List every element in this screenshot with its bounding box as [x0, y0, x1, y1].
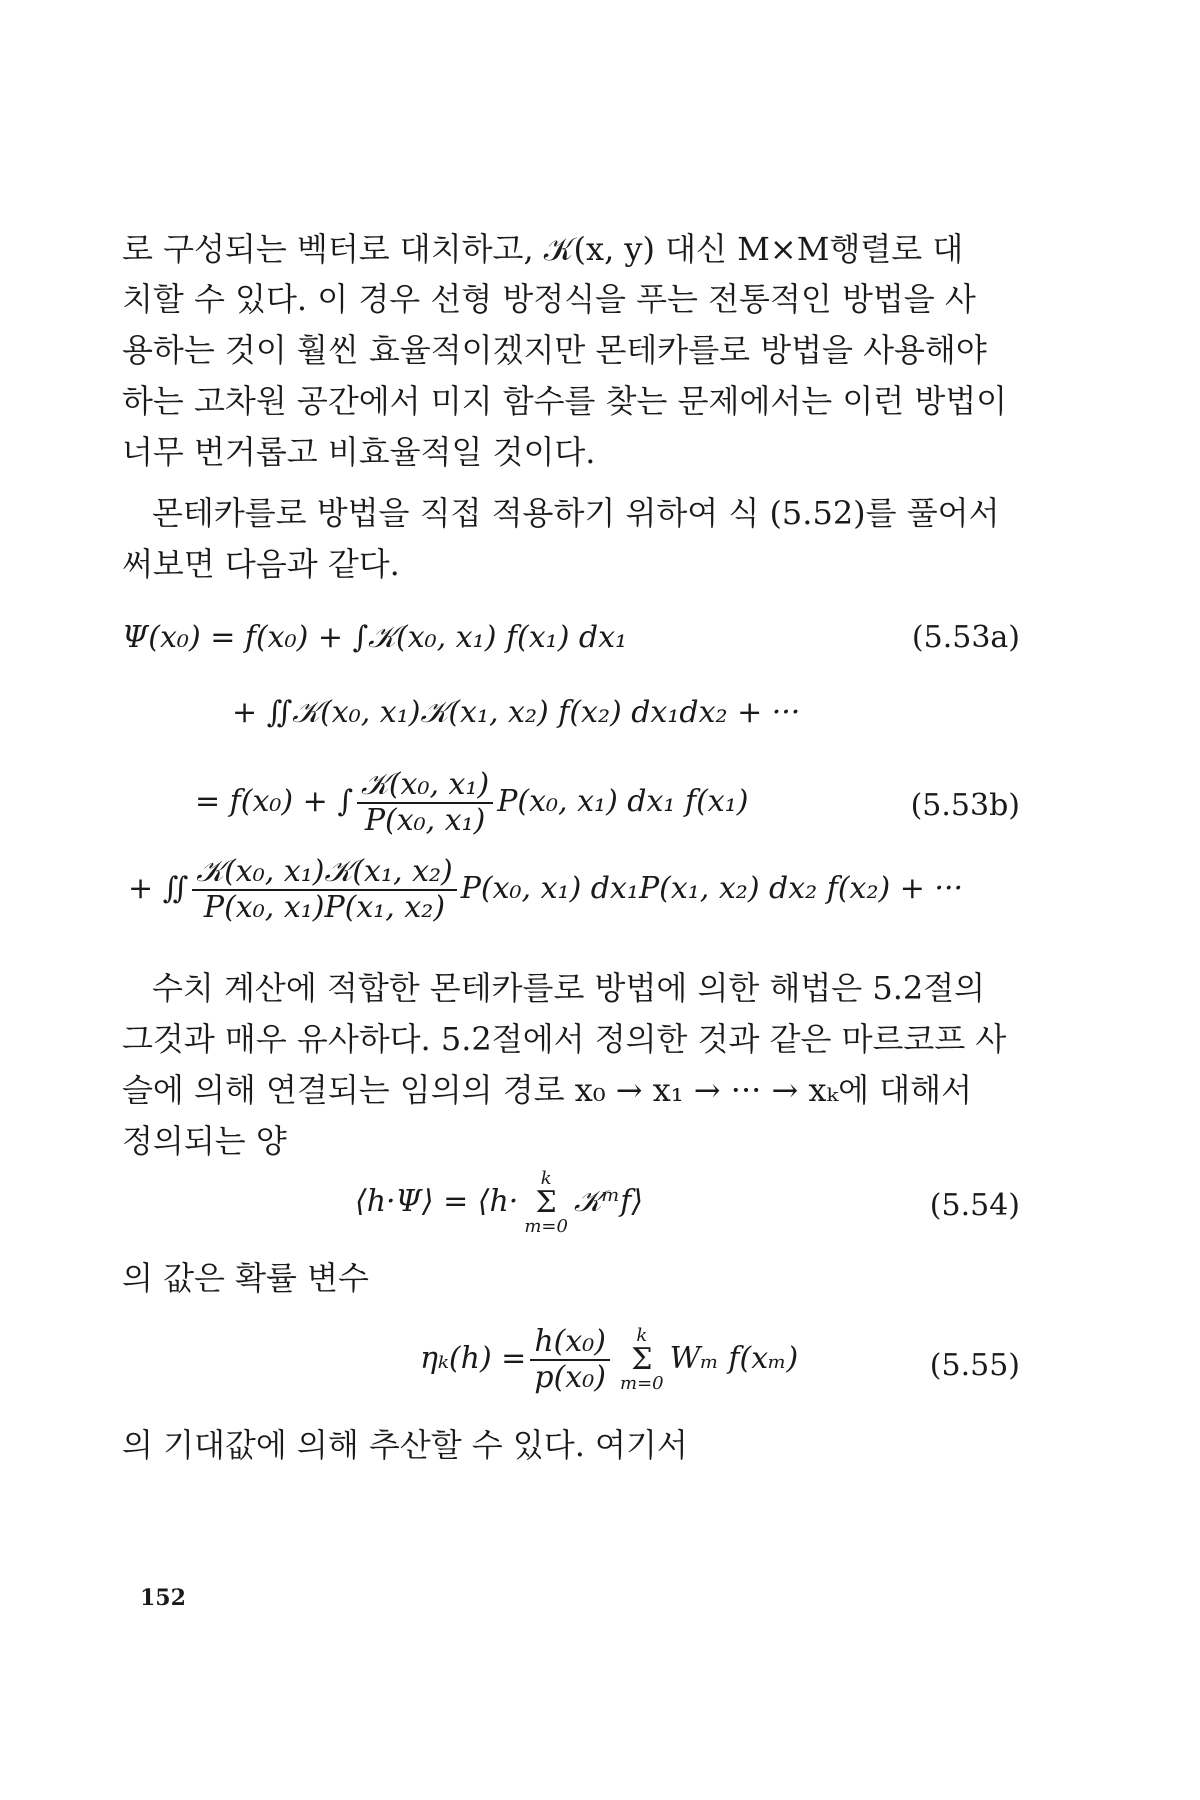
- equation-5-53b-line2: [128, 855, 963, 925]
- eq53b2-prefix: + ∬: [128, 871, 189, 906]
- equation-5-54-label: (5.54): [929, 1188, 1020, 1223]
- eq53b2-suffix: P(x₀, x₁) dx₁P(x₁, x₂) dx₂ f(x₂) + ···: [460, 871, 964, 906]
- text-after-5-55: 의 기대값에 의해 추산할 수 있다. 여기서: [122, 1426, 688, 1464]
- eq53b-numerator: 𝒦(x₀, x₁): [357, 768, 493, 804]
- eq54-summation: [524, 1170, 568, 1236]
- eq53b-prefix: = f(x₀) + ∫: [195, 784, 353, 819]
- eq54-sum-lower: m=0: [524, 1216, 568, 1237]
- eq54-right: 𝒦ᵐf⟩: [573, 1184, 644, 1219]
- eq54-left: ⟨h·Ψ⟩ = ⟨h·: [355, 1184, 519, 1219]
- page-number: 152: [140, 1585, 186, 1611]
- text-after-5-54: 의 값은 확률 변수: [122, 1259, 369, 1297]
- eq55-denominator: p(x₀): [534, 1360, 606, 1395]
- paragraph2-line2: 써보면 다음과 같다.: [122, 545, 400, 583]
- paragraph1-line4: 하는 고차원 공간에서 미지 함수를 찾는 문제에서는 이런 방법이: [122, 382, 1008, 420]
- equation-5-53b-label: (5.53b): [910, 788, 1020, 823]
- paragraph3-line1: 수치 계산에 적합한 몬테카를로 방법에 의한 해법은 5.2절의: [152, 969, 986, 1007]
- eq55-summation: [620, 1327, 664, 1393]
- equation-5-55: [420, 1325, 798, 1395]
- equation-5-54: [355, 1170, 643, 1236]
- sigma-icon: Σ: [535, 1185, 557, 1220]
- eq53b-fraction: [357, 768, 493, 838]
- eq53b2-fraction: [192, 855, 456, 925]
- equation-5-53a-label: (5.53a): [911, 620, 1020, 655]
- eq55-right: Wₘ f(xₘ): [669, 1341, 799, 1376]
- paragraph1-line2: 치할 수 있다. 이 경우 선형 방정식을 푸는 전통적인 방법을 사: [122, 280, 976, 318]
- eq55-fraction: [530, 1325, 610, 1395]
- paragraph3-line3: 슬에 의해 연결되는 임의의 경로 x₀ → x₁ → ··· → xₖ에 대해서: [122, 1071, 972, 1109]
- eq53b-denominator: P(x₀, x₁): [364, 803, 486, 838]
- eq53b-suffix: P(x₀, x₁) dx₁ f(x₁): [497, 784, 749, 819]
- eq53b2-numerator: 𝒦(x₀, x₁)𝒦(x₁, x₂): [192, 855, 456, 891]
- paragraph3-line4: 정의되는 양: [122, 1122, 287, 1160]
- eq55-sum-lower: m=0: [620, 1373, 664, 1394]
- paragraph1-line5: 너무 번거롭고 비효율적일 것이다.: [122, 433, 596, 471]
- equation-5-53b-line1: [195, 768, 748, 838]
- eq53b2-denominator: P(x₀, x₁)P(x₁, x₂): [203, 890, 446, 925]
- paragraph3-line2: 그것과 매우 유사하다. 5.2절에서 정의한 것과 같은 마르코프 사: [122, 1020, 1007, 1058]
- paragraph2-line1: 몬테카를로 방법을 직접 적용하기 위하여 식 (5.52)를 풀어서: [152, 494, 1000, 532]
- eq55-sum-upper: k: [636, 1325, 648, 1346]
- eq55-numerator: h(x₀): [530, 1325, 610, 1361]
- equation-5-53a-line2: + ∬𝒦(x₀, x₁)𝒦(x₁, x₂) f(x₂) dx₁dx₂ + ···: [232, 695, 801, 730]
- eq54-sum-upper: k: [540, 1168, 552, 1189]
- eq55-left: ηₖ(h) =: [420, 1341, 527, 1376]
- paragraph1-line1: 로 구성되는 벡터로 대치하고, 𝒦(x, y) 대신 M×M행렬로 대: [122, 230, 964, 268]
- equation-5-53a-line1: Ψ(x₀) = f(x₀) + ∫𝒦(x₀, x₁) f(x₁) dx₁: [122, 620, 628, 655]
- equation-5-55-label: (5.55): [929, 1348, 1020, 1383]
- paragraph1-line3: 용하는 것이 훨씬 효율적이겠지만 몬테카를로 방법을 사용해야: [122, 331, 987, 369]
- sigma-icon: Σ: [631, 1342, 653, 1377]
